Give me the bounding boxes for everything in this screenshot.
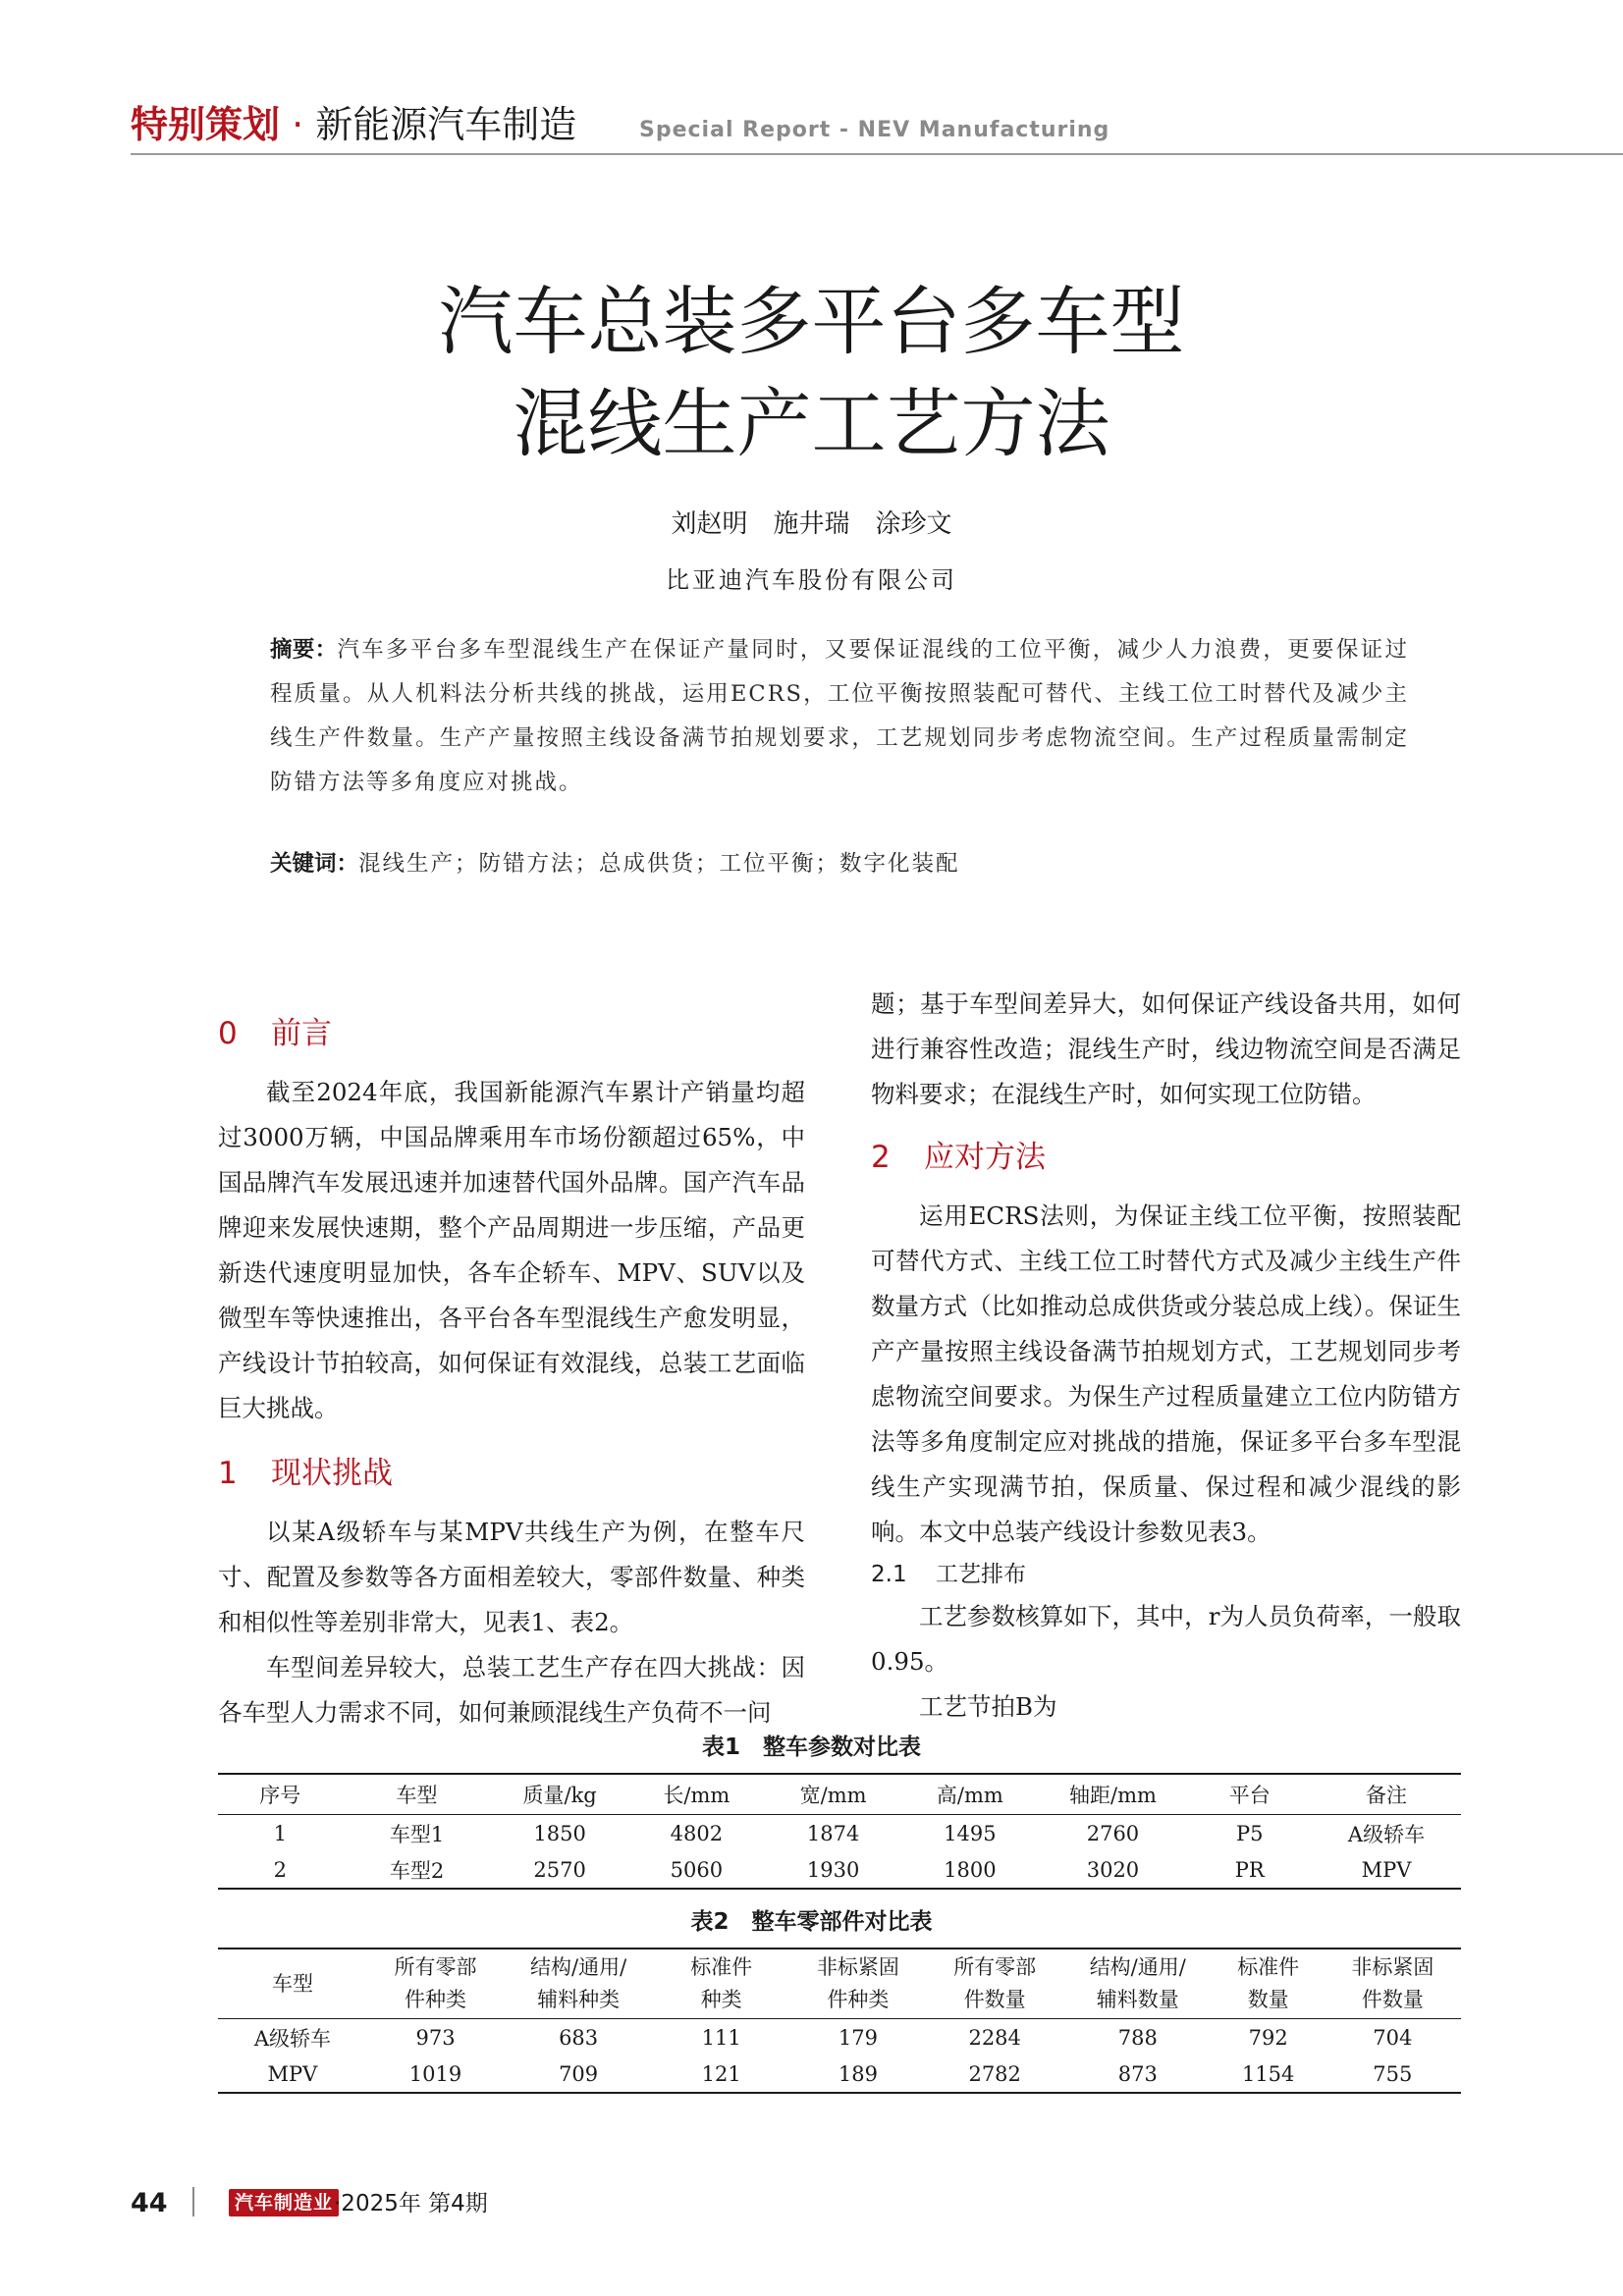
table-cell: 179 bbox=[838, 2025, 878, 2050]
table-row bbox=[218, 2019, 1461, 2056]
abstract bbox=[270, 628, 1409, 805]
section-heading-1 bbox=[218, 1451, 805, 1496]
keywords bbox=[270, 844, 1409, 883]
table-cell: 121 bbox=[701, 2061, 741, 2086]
section-heading-0 bbox=[218, 1011, 805, 1056]
abstract-text: 汽车多平台多车型混线生产在保证产量同时，又要保证混线的工位平衡，减少人力浪费，更要保证过程质量。从人机料法分析共线的挑战，运用ECRS，工位平衡按照装配可替代、主线工位工时替代及减少主线生产件数量。生产产量按照主线设备满节拍规划要求，工艺规划同步考虑物流空间。生产过程质量需制定防错方法等多角度应对挑战。 bbox=[270, 637, 1409, 795]
table-cell: MPV bbox=[267, 2061, 318, 2086]
table2 bbox=[218, 1948, 1461, 2094]
table-cell: 973 bbox=[415, 2025, 456, 2050]
abstract-label: 摘要： bbox=[270, 637, 338, 663]
table-row bbox=[218, 1815, 1461, 1852]
table-cell: 1800 bbox=[944, 1857, 997, 1882]
section-number: 0 bbox=[218, 1016, 238, 1051]
table-header-cell: 标准件 种类 bbox=[690, 1955, 753, 2011]
table-header-cell: 备注 bbox=[1366, 1784, 1407, 1807]
paragraph: 工艺参数核算如下，其中，r为人员负荷率，一般取0.95。 bbox=[871, 1602, 1461, 1676]
table-cell: 2 bbox=[273, 1857, 287, 1882]
table-cell: 683 bbox=[559, 2025, 599, 2050]
right-column bbox=[871, 982, 1461, 1730]
section-heading-2 bbox=[871, 1135, 1461, 1180]
affiliation: 比亚迪汽车股份有限公司 bbox=[666, 566, 957, 594]
table-cell: 1154 bbox=[1241, 2061, 1295, 2086]
paragraph-continued: 题；基于车型间差异大，如何保证产线设备共用，如何进行兼容性改造；混线生产时，线边物流空间是否满足物料要求；在混线生产时，如何实现工位防错。 bbox=[871, 989, 1461, 1108]
table-cell: A级轿车 bbox=[1347, 1822, 1426, 1846]
table-cell: 1495 bbox=[944, 1821, 997, 1845]
header-rule bbox=[131, 153, 1623, 155]
section-title: 前言 bbox=[271, 1016, 332, 1051]
left-column bbox=[218, 999, 805, 1735]
section-number: 2 bbox=[871, 1140, 891, 1175]
table-cell: 1874 bbox=[806, 1821, 860, 1845]
table-header-cell: 宽/mm bbox=[799, 1784, 867, 1807]
keywords-label: 关键词： bbox=[270, 851, 359, 877]
section-title: 现状挑战 bbox=[271, 1456, 393, 1491]
subsection-heading bbox=[871, 1555, 1461, 1594]
table-header-cell: 所有零部 件数量 bbox=[953, 1955, 1037, 2011]
article-title-line2: 混线生产工艺方法 bbox=[513, 380, 1110, 467]
table-header-cell: 所有零部 件种类 bbox=[394, 1955, 477, 2011]
keywords-text: 混线生产；防错方法；总成供货；工位平衡；数字化装配 bbox=[358, 851, 960, 877]
table-header-cell: 车型 bbox=[396, 1784, 438, 1807]
table-header-row bbox=[218, 1774, 1461, 1815]
table-cell: 1019 bbox=[408, 2061, 462, 2086]
footer-divider bbox=[192, 2187, 194, 2216]
table-header-cell: 结构/通用/ 辅料种类 bbox=[530, 1955, 627, 2011]
table-cell: 2782 bbox=[968, 2061, 1021, 2086]
table-header-cell: 平台 bbox=[1228, 1784, 1271, 1807]
table-cell: 1850 bbox=[533, 1821, 586, 1845]
table-cell: 1930 bbox=[806, 1857, 860, 1882]
table1 bbox=[218, 1773, 1461, 1890]
issue-info: ·2025年 第4期 bbox=[334, 2191, 488, 2216]
table-cell: P5 bbox=[1235, 1821, 1264, 1845]
table-header-cell: 轴距/mm bbox=[1069, 1784, 1157, 1807]
section-number: 1 bbox=[218, 1456, 238, 1491]
table-cell: 车型2 bbox=[389, 1858, 445, 1883]
table-cell: 709 bbox=[559, 2061, 599, 2086]
table-row bbox=[218, 1851, 1461, 1889]
paragraph: 工艺节拍B为 bbox=[919, 1692, 1057, 1721]
table-header-cell: 长/mm bbox=[663, 1784, 730, 1807]
header-separator: · bbox=[292, 103, 304, 146]
paragraph: 车型间差异较大，总装工艺生产存在四大挑战：因各车型人力需求不同，如何兼顾混线生产负荷不一问 bbox=[218, 1653, 805, 1727]
authors: 刘赵明 施井瑞 涂珍文 bbox=[671, 509, 952, 539]
paragraph: 运用ECRS法则，为保证主线工位平衡，按照装配可替代方式、主线工位工时替代方式及减少主线生产件数量方式（比如推动总成供货或分装总成上线）。保证生产产量按照主线设备满节拍规划方式，工艺规划同步考虑物流空间要求。为保生产过程质量建立工位内防错方法等多角度制定应对挑战的措施，保证多平台多车型混线生产实现满节拍，保质量、保过程和减少混线的影响。本文中总装产线设计参数见表3。 bbox=[871, 1201, 1461, 1546]
section-title: 应对方法 bbox=[924, 1140, 1046, 1175]
table-cell: 2570 bbox=[533, 1857, 586, 1882]
table-header-cell: 标准件 数量 bbox=[1237, 1955, 1300, 2011]
table-cell: 2760 bbox=[1086, 1821, 1140, 1845]
table-cell: 3020 bbox=[1086, 1857, 1140, 1882]
table-cell: MPV bbox=[1361, 1857, 1412, 1882]
table-header-cell: 非标紧固 件种类 bbox=[816, 1955, 899, 2011]
table-cell: 111 bbox=[701, 2025, 741, 2050]
header-topic: 新能源汽车制造 bbox=[315, 103, 577, 146]
table-header-row bbox=[218, 1949, 1461, 2019]
subsection-number: 2.1 bbox=[871, 1562, 907, 1587]
table-header-cell: 质量/kg bbox=[522, 1784, 597, 1807]
magazine-logo: 汽车制造业 bbox=[229, 2189, 339, 2216]
table2-caption: 表2 整车零部件对比表 bbox=[690, 1909, 933, 1935]
column-name: 特别策划 bbox=[131, 103, 281, 146]
table-header-cell: 高/mm bbox=[936, 1784, 1003, 1807]
paragraph: 以某A级轿车与某MPV共线生产为例，在整车尺寸、配置及参数等各方面相差较大，零部件数量、种类和相似性等差别非常大，见表1、表2。 bbox=[218, 1518, 805, 1636]
table-cell: 189 bbox=[838, 2061, 878, 2086]
table-header-cell: 序号 bbox=[259, 1784, 301, 1807]
paragraph: 截至2024年底，我国新能源汽车累计产销量均超过3000万辆，中国品牌乘用车市场份额超过65%，中国品牌汽车发展迅速并加速替代国外品牌。国产汽车品牌迎来发展快速期，整个产品周期进一步压缩，产品更新迭代速度明显加快，各车企轿车、MPV、SUV以及微型车等快速推出，各平台各车型混线生产愈发明显，产线设计节拍较高，如何保证有效混线，总装工艺面临巨大挑战。 bbox=[218, 1078, 805, 1422]
table-cell: PR bbox=[1234, 1857, 1265, 1882]
table-cell: A级轿车 bbox=[253, 2026, 332, 2051]
table-cell: 788 bbox=[1117, 2025, 1158, 2050]
table-cell: 755 bbox=[1373, 2061, 1413, 2086]
header-english: Special Report - NEV Manufacturing bbox=[639, 118, 1110, 142]
table-row bbox=[218, 2056, 1461, 2093]
table-cell: 704 bbox=[1373, 2025, 1413, 2050]
article-title-line1: 汽车总装多平台多车型 bbox=[438, 278, 1185, 365]
table-cell: 4802 bbox=[670, 1821, 724, 1845]
table-header-cell: 非标紧固 件数量 bbox=[1351, 1955, 1434, 2011]
table-cell: 792 bbox=[1248, 2025, 1288, 2050]
table-cell: 车型1 bbox=[389, 1822, 445, 1846]
running-header bbox=[131, 101, 576, 148]
table-cell: 1 bbox=[273, 1821, 287, 1845]
table-header-cell: 结构/通用/ 辅料数量 bbox=[1089, 1955, 1186, 2011]
subsection-title: 工艺排布 bbox=[936, 1562, 1026, 1587]
table-cell: 2284 bbox=[968, 2025, 1021, 2050]
table1-caption: 表1 整车参数对比表 bbox=[701, 1735, 921, 1760]
table-cell: 873 bbox=[1117, 2061, 1158, 2086]
table-header-cell: 车型 bbox=[271, 1971, 313, 1996]
page-number: 44 bbox=[131, 2188, 168, 2218]
table-cell: 5060 bbox=[670, 1857, 724, 1882]
